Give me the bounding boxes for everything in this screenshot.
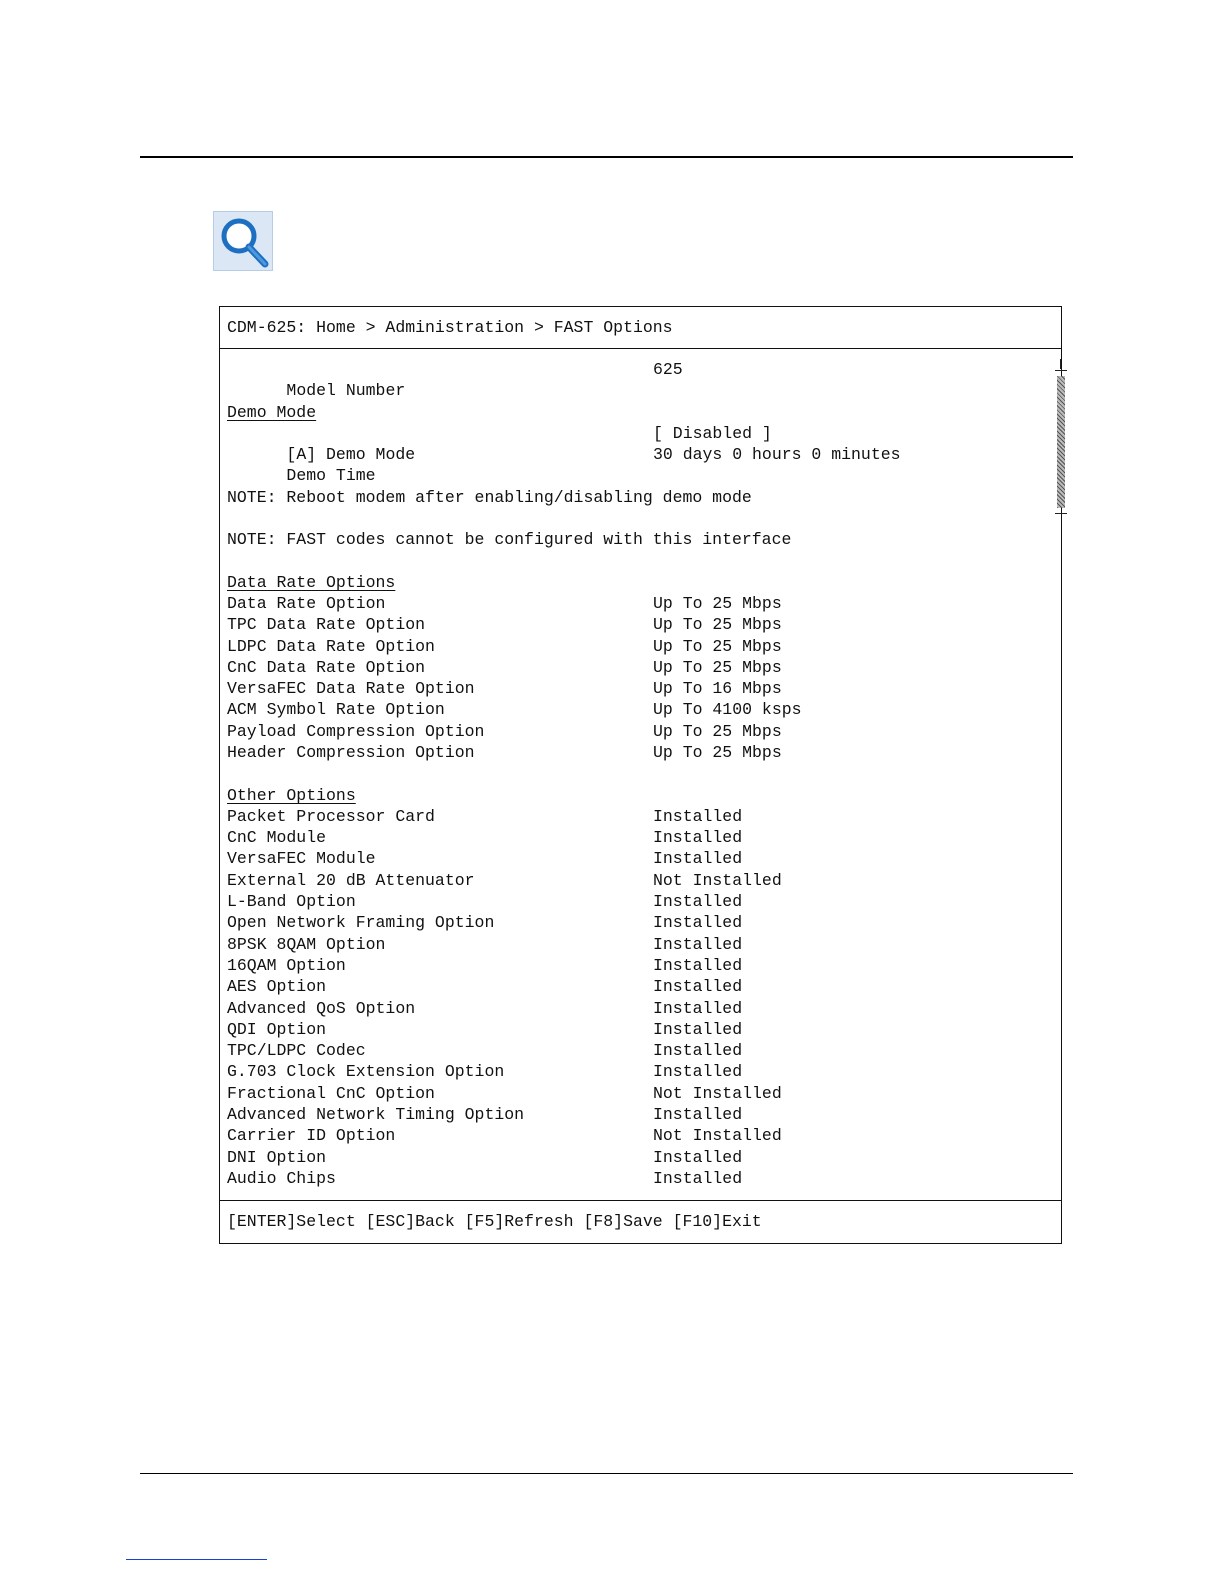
data-rate-row [227, 721, 782, 742]
data-rate-row [227, 742, 782, 763]
other-option-row [227, 1168, 743, 1189]
model-number-label: Model Number [286, 381, 406, 400]
magnifier-icon [213, 211, 273, 271]
other-option-row [227, 1147, 743, 1168]
option-value: Installed [653, 977, 743, 996]
data-rate-row [227, 614, 782, 635]
option-label: Audio Chips [227, 1169, 336, 1188]
option-value: Installed [653, 1169, 743, 1188]
option-label: Advanced Network Timing Option [227, 1105, 525, 1124]
option-value: Not Installed [653, 1084, 782, 1103]
option-label: DNI Option [227, 1148, 327, 1167]
option-label: LDPC Data Rate Option [227, 637, 435, 656]
other-option-row [227, 806, 743, 827]
demo-time-label: Demo Time [286, 466, 376, 485]
option-label: CnC Data Rate Option [227, 658, 426, 677]
other-options-heading: Other Options [227, 786, 356, 805]
scrollbar-thumb[interactable] [1057, 376, 1065, 508]
option-value: Installed [653, 913, 743, 932]
model-number-value: 625 [653, 360, 683, 379]
other-option-row [227, 955, 743, 976]
other-option-row [227, 1040, 743, 1061]
data-rate-heading: Data Rate Options [227, 573, 396, 592]
option-label: VersaFEC Data Rate Option [227, 679, 475, 698]
option-value: Up To 25 Mbps [653, 743, 782, 762]
option-value: Installed [653, 828, 743, 847]
option-label: TPC Data Rate Option [227, 615, 426, 634]
option-value: Up To 25 Mbps [653, 594, 782, 613]
option-label: TPC/LDPC Codec [227, 1041, 366, 1060]
option-label: Packet Processor Card [227, 807, 435, 826]
demo-mode-heading: Demo Mode [227, 403, 317, 422]
other-option-row [227, 1061, 743, 1082]
option-label: 8PSK 8QAM Option [227, 935, 386, 954]
option-label: CnC Module [227, 828, 327, 847]
option-label: Open Network Framing Option [227, 913, 495, 932]
option-value: Up To 25 Mbps [653, 637, 782, 656]
option-value: Installed [653, 892, 743, 911]
option-value: Installed [653, 1062, 743, 1081]
option-value: Up To 25 Mbps [653, 615, 782, 634]
other-option-row [227, 912, 743, 933]
key-hints: [ENTER]Select [ESC]Back [F5]Refresh [F8]Save [F10]Exit [220, 1200, 1061, 1243]
option-value: Installed [653, 956, 743, 975]
option-label: L-Band Option [227, 892, 356, 911]
option-label: Header Compression Option [227, 743, 475, 762]
option-label: VersaFEC Module [227, 849, 376, 868]
option-label: ACM Symbol Rate Option [227, 700, 445, 719]
other-option-row [227, 827, 743, 848]
other-option-row [227, 891, 743, 912]
option-value: Not Installed [653, 871, 782, 890]
scrollbar-track-top [1060, 359, 1061, 369]
option-value: Up To 16 Mbps [653, 679, 782, 698]
option-value: Up To 25 Mbps [653, 658, 782, 677]
other-option-row [227, 1083, 782, 1104]
other-option-row [227, 976, 743, 997]
demo-mode-row[interactable] [227, 423, 772, 464]
option-label: Fractional CnC Option [227, 1084, 435, 1103]
data-rate-row [227, 699, 802, 720]
option-label: Data Rate Option [227, 594, 386, 613]
option-label: AES Option [227, 977, 327, 996]
demo-time-value: 30 days 0 hours 0 minutes [653, 445, 901, 464]
footer-link-underline[interactable] [126, 1559, 267, 1560]
data-rate-row [227, 636, 782, 657]
note-reboot: NOTE: Reboot modem after enabling/disabling demo mode [227, 488, 752, 507]
option-value: Installed [653, 849, 743, 868]
data-rate-row [227, 657, 782, 678]
option-value: Installed [653, 1105, 743, 1124]
option-value: Installed [653, 1148, 743, 1167]
option-label: Carrier ID Option [227, 1126, 396, 1145]
option-label: Payload Compression Option [227, 722, 485, 741]
option-value: Not Installed [653, 1126, 782, 1145]
option-label: 16QAM Option [227, 956, 346, 975]
scrollbar-cap-bottom [1055, 513, 1067, 514]
other-option-row [227, 848, 743, 869]
option-label: G.703 Clock Extension Option [227, 1062, 505, 1081]
option-label: QDI Option [227, 1020, 327, 1039]
footer-rule [140, 1473, 1073, 1474]
note-fast-codes: NOTE: FAST codes cannot be configured with this interface [227, 530, 792, 549]
other-option-row [227, 870, 782, 891]
data-rate-row [227, 678, 782, 699]
vertical-scrollbar[interactable] [1054, 367, 1068, 517]
option-label: External 20 dB Attenuator [227, 871, 475, 890]
header-rule [140, 156, 1073, 158]
other-option-row [227, 1104, 743, 1125]
terminal-window [219, 306, 1062, 1244]
option-value: Installed [653, 999, 743, 1018]
scrollbar-cap-top [1055, 370, 1067, 371]
other-option-row [227, 998, 743, 1019]
other-option-row [227, 1125, 782, 1146]
option-value: Up To 25 Mbps [653, 722, 782, 741]
options-list [220, 349, 1061, 1201]
option-value: Installed [653, 1020, 743, 1039]
option-value: Installed [653, 935, 743, 954]
demo-mode-value[interactable]: [ Disabled ] [653, 424, 772, 443]
data-rate-row [227, 593, 782, 614]
breadcrumb: CDM-625: Home > Administration > FAST Options [220, 307, 1061, 349]
demo-mode-label[interactable]: [A] Demo Mode [286, 445, 416, 464]
model-number-row [227, 359, 683, 400]
option-label: Advanced QoS Option [227, 999, 416, 1018]
other-option-row [227, 1019, 743, 1040]
demo-time-row [227, 444, 901, 485]
option-value: Installed [653, 807, 743, 826]
option-value: Up To 4100 ksps [653, 700, 802, 719]
other-option-row [227, 934, 743, 955]
option-value: Installed [653, 1041, 743, 1060]
